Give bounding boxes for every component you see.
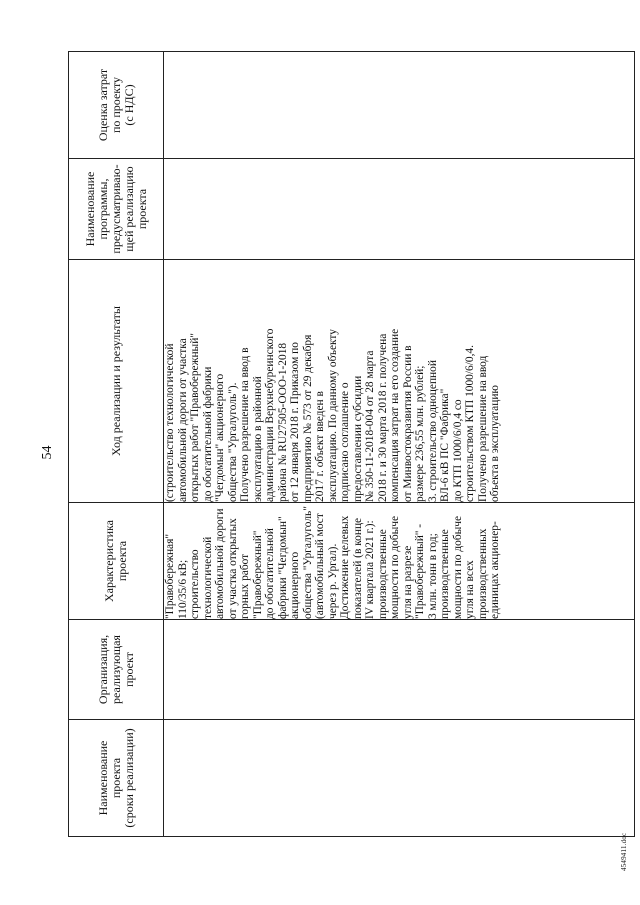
text-line: "Правобережная": [164, 534, 176, 619]
text-line: "Правобережный": [251, 530, 264, 619]
text-line: единицах акционер-: [489, 521, 501, 619]
text-line: от участка открытых: [226, 518, 239, 619]
text-line: технологической: [201, 536, 214, 619]
header-line: (сроки реализации): [121, 728, 136, 828]
header-line: программы,: [95, 178, 110, 240]
text-line: общества "Ургалуголь": [301, 506, 314, 619]
cell-organization: [164, 620, 635, 720]
cell-progress: [164, 260, 635, 503]
header-line: проекта: [108, 757, 123, 799]
text-line: мощности по добыче: [451, 515, 464, 619]
text-line: предоставлении субсидии: [351, 375, 364, 502]
text-line: до обогатительной фабрики: [201, 366, 214, 502]
project-table: [68, 51, 635, 837]
header-line: (с НДС): [121, 84, 136, 126]
text-line: через р. Ургал).: [326, 543, 339, 619]
text-line: от Минвостокразвития России в: [401, 345, 414, 502]
text-line: угля на разрезе: [401, 545, 414, 619]
text-line: автомобильной дороги: [214, 508, 226, 619]
text-line: от 12 января 2018 г. Приказом по: [289, 342, 301, 502]
text-line: общества "Ургалуголь").: [226, 382, 239, 502]
text-line: мощности по добыче: [389, 515, 401, 619]
text-line: Получено разрешение на ввод в: [239, 347, 251, 502]
header-line: проекта: [134, 188, 149, 230]
header-line: проекта: [115, 540, 129, 582]
cell-characteristic: [164, 503, 635, 620]
text-line: производственные: [376, 529, 389, 619]
text-line: объекта в эксплуатацию: [489, 385, 501, 502]
text-line: (строительство технологической: [164, 343, 176, 502]
text-line: 2017 г. объект введен в: [314, 391, 326, 502]
header-line: Ход реализации и результаты: [108, 306, 123, 456]
text-line: акционерного: [289, 551, 301, 619]
document-id-footer: 4549411.doc: [620, 832, 628, 871]
text-line: подписано соглашение о: [339, 382, 351, 502]
text-line: производственных: [476, 528, 489, 619]
text-line: 3 млн. тонн в год;: [426, 533, 439, 619]
cell-program: [164, 159, 635, 260]
header-project-name: [69, 720, 164, 837]
text-line: производственные: [439, 529, 451, 619]
header-line: по проекту: [108, 76, 123, 134]
text-line: до обогатительной: [264, 528, 276, 619]
header-progress: [69, 260, 164, 503]
table-header-row: [69, 52, 164, 837]
text-line: "Правобережный" -: [414, 523, 426, 619]
text-line: эксплуатацию. По данному объекту: [326, 329, 339, 502]
page-number: 54: [40, 445, 55, 460]
text-line: 2018 г. и 30 марта 2018 г. получена: [376, 333, 389, 502]
text-line: показателей (в конце: [351, 517, 364, 619]
text-line: "Чегдомын" акционерного: [214, 373, 226, 502]
text-line: (автомобильный мост: [314, 513, 326, 619]
table-row: [164, 52, 635, 837]
header-line: Организация,: [95, 634, 110, 705]
cell-project-name: [164, 720, 635, 837]
text-line: эксплуатацию в районной: [251, 376, 264, 502]
text-line: 110/35/6 кВ;: [176, 559, 189, 619]
header-characteristic: [69, 503, 164, 620]
text-line: до КТП 1000/6/0,4 со: [451, 399, 464, 502]
text-line: строительством КТП 1000/6/0,4.: [464, 345, 476, 502]
characteristic-text: [164, 503, 502, 619]
header-organization: [69, 620, 164, 720]
cell-cost: [164, 52, 635, 159]
text-line: Достижение целевых: [339, 515, 351, 619]
header-line: Характеристика: [102, 520, 116, 602]
text-line: IV квартала 2021 г.):: [364, 520, 376, 619]
header-line: проект: [121, 652, 136, 687]
header-line: Наименование: [95, 740, 110, 816]
progress-text: [164, 260, 502, 502]
header-line: реализующая: [108, 635, 123, 704]
text-line: открытых работ "Правобережный": [189, 333, 201, 502]
text-line: Получено разрешение на ввод: [476, 355, 489, 502]
text-line: 3. строительство одноцепной: [426, 360, 439, 502]
text-line: угля на всех: [464, 560, 476, 619]
text-line: строительство: [189, 549, 201, 619]
text-line: компенсация затрат на его создание: [389, 328, 401, 502]
text-line: района № RU27505-ООО-1-2018: [276, 342, 289, 502]
text-line: предприятию № 573 от 29 декабря: [301, 334, 314, 502]
header-line: Оценка затрат: [95, 68, 110, 142]
header-program: [69, 159, 164, 260]
text-line: автомобильной дороги от участка: [176, 338, 189, 502]
header-cost: [69, 52, 164, 159]
header-line: предусматриваю-: [108, 164, 123, 254]
header-line: щей реализацию: [121, 166, 136, 252]
text-line: администрации Верхнебуреинского: [264, 328, 276, 502]
text-line: фабрики "Чегдомын": [276, 516, 289, 619]
text-line: № 350-11-2018-004 от 28 марта: [364, 350, 376, 502]
text-line: ВЛ-6 кВ ПС "Фабрика": [439, 388, 451, 502]
text-line: размере 236,55 млн. рублей;: [414, 365, 426, 502]
text-line: горных работ: [239, 553, 251, 619]
header-line: Наименование: [82, 171, 97, 247]
